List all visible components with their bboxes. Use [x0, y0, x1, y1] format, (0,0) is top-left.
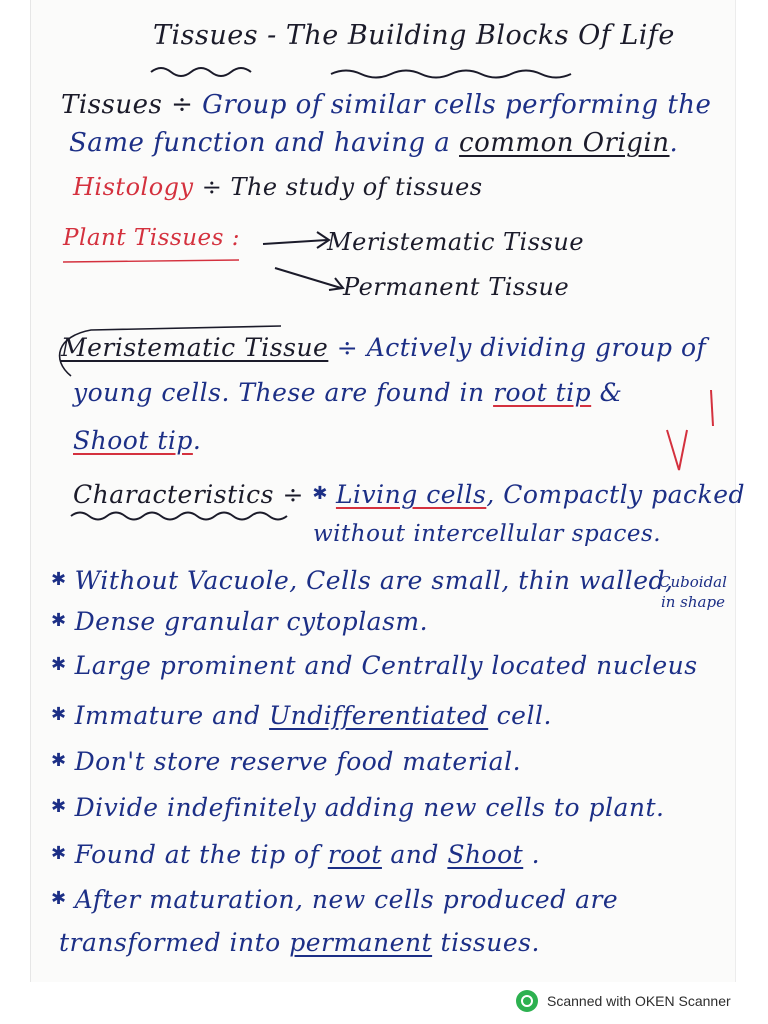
tissues-term: Tissues — [61, 90, 163, 120]
bullet-item-undifferentiated — [51, 701, 552, 730]
meristematic-definition: ÷ Actively dividing group of — [336, 333, 707, 362]
cuboidal-note-line-2: in shape — [660, 593, 725, 611]
histology-line — [73, 173, 483, 201]
bullet-item-divide — [51, 793, 664, 822]
cuboidal-note — [659, 572, 727, 612]
bullet-text: Don't store reserve food material. — [74, 747, 522, 776]
asterisk-bullet-icon: ✱ — [312, 483, 328, 504]
bullet-item-cytoplasm — [51, 607, 428, 636]
bullet-item-maturation — [51, 885, 618, 914]
tissues-definition-text-2: Same function and having a — [69, 128, 460, 158]
asterisk-bullet-icon: ✱ — [51, 654, 67, 675]
scanner-footer — [516, 988, 731, 1014]
bullet-text-end: . — [523, 840, 541, 869]
page-title: Tissues - The Building Blocks Of Life — [153, 20, 675, 51]
characteristics-line-1 — [73, 480, 745, 509]
bullet-text: Dense granular cytoplasm. — [74, 607, 429, 636]
characteristics-separator: ÷ — [282, 480, 304, 509]
shoot-text: Shoot — [447, 840, 524, 869]
living-cells-text: Living cells — [335, 480, 487, 509]
plant-tissues-label: Plant Tissues : — [63, 225, 241, 251]
bullet-text: Without Vacuole, Cells are small, thin walled, — [74, 566, 674, 595]
shoot-tip-text: Shoot tip — [73, 426, 193, 455]
asterisk-bullet-icon: ✱ — [51, 796, 67, 817]
root-tip-text: root tip — [493, 378, 592, 407]
plant-tissues-red-underline — [63, 260, 239, 262]
bullet-item-maturation-line-2 — [59, 928, 540, 957]
meristematic-line-1 — [61, 333, 706, 362]
common-origin-text: common Origin — [459, 128, 670, 158]
bullet-item-reserve-food — [51, 747, 521, 776]
bullet-item-vacuole — [51, 566, 674, 595]
bullet-text: transformed into — [59, 928, 290, 957]
tissues-definition-text: Group of similar cells performing the — [202, 90, 712, 120]
meristematic-text-2: young cells. These are found in — [73, 378, 494, 407]
bullet-text-end: tissues. — [432, 928, 540, 957]
bullet-item-found-at-tip — [51, 840, 540, 869]
asterisk-bullet-icon: ✱ — [51, 569, 67, 590]
asterisk-bullet-icon: ✱ — [51, 843, 67, 864]
asterisk-bullet-icon: ✱ — [51, 610, 67, 631]
asterisk-bullet-icon: ✱ — [51, 750, 67, 771]
asterisk-bullet-icon: ✱ — [51, 888, 67, 909]
notebook-page — [30, 0, 745, 982]
tissues-definition-line-2 — [69, 128, 678, 158]
characteristics-term: Characteristics — [73, 480, 274, 509]
asterisk-bullet-icon: ✱ — [51, 704, 67, 725]
meristematic-line-3 — [73, 426, 201, 455]
title-wavy-underline — [151, 68, 251, 76]
ampersand-text: & — [591, 378, 623, 407]
red-check-mark-icon — [667, 430, 687, 470]
undifferentiated-text: Undifferentiated — [269, 701, 489, 730]
bullet-text: Immature and — [74, 701, 270, 730]
characteristics-wavy-underline — [71, 513, 287, 520]
meristematic-term: Meristematic Tissue — [61, 333, 329, 362]
bullet-text-end: cell. — [488, 701, 552, 730]
bullet-text: Divide indefinitely adding new cells to plant. — [74, 793, 665, 822]
title-wavy-underline-right — [331, 71, 571, 78]
compactly-packed-text: , Compactly packed — [486, 480, 745, 509]
plant-tissues-branch-meristematic: Meristematic Tissue — [327, 228, 585, 256]
oken-scanner-logo-icon — [516, 990, 538, 1012]
bullet-text: After maturation, new cells produced are — [74, 885, 619, 914]
bullet-item-nucleus — [51, 651, 698, 680]
characteristics-line-2: without intercellular spaces. — [313, 521, 662, 547]
plant-tissues-branch-permanent: Permanent Tissue — [343, 273, 570, 301]
bullet-text: Large prominent and Centrally located nucleus — [74, 651, 698, 680]
tissues-separator: ÷ — [171, 90, 194, 120]
meristematic-line-2 — [73, 378, 622, 407]
tissues-definition-line-1 — [61, 90, 711, 120]
shoot-tip-period: . — [192, 426, 202, 455]
red-tick-icon — [711, 390, 713, 426]
tissues-definition-period: . — [669, 128, 679, 158]
root-text: root — [327, 840, 382, 869]
histology-term: Histology — [73, 173, 194, 201]
histology-definition: ÷ The study of tissues — [201, 173, 483, 201]
and-text: and — [381, 840, 448, 869]
cuboidal-note-line-1: Cuboidal — [659, 573, 727, 591]
permanent-text: permanent — [289, 928, 433, 957]
scanner-footer-text: Scanned with OKEN Scanner — [547, 993, 731, 1009]
bullet-text: Found at the tip of — [74, 840, 328, 869]
